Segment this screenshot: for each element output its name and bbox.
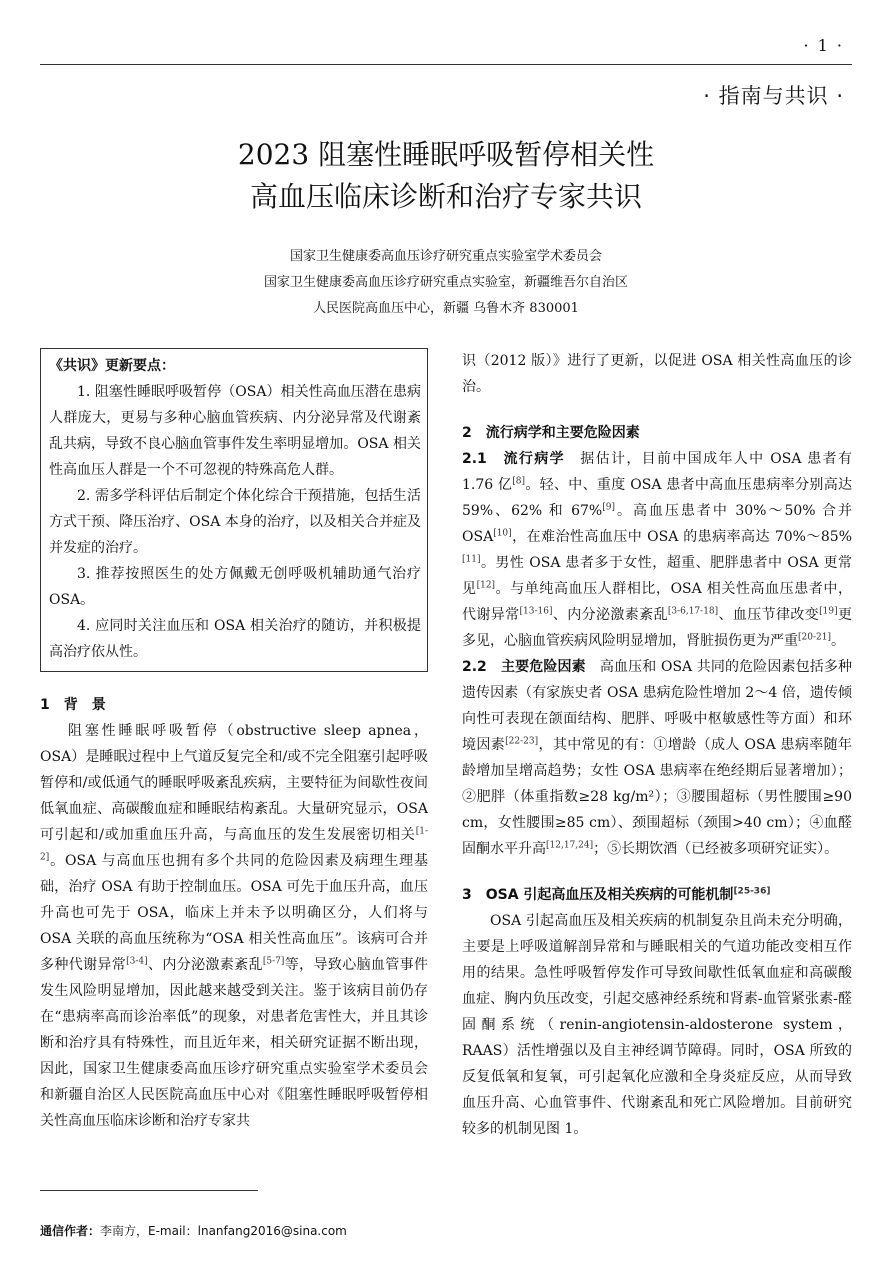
key-point-item: 4. 应同时关注血压和 OSA 相关治疗的随访，并积极提高治疗依从性。 bbox=[49, 618, 421, 660]
section-1-paragraph: 阻塞性睡眠呼吸暂停（obstructive sleep apnea，OSA）是睡眠过程中上气道反复完全和/或不完全阻塞引起呼吸暂停和/或低通气的睡眠呼吸紊乱疾病，主要特征为间歇性夜间低氧血症、高碳酸血症和睡眠结构紊乱。大量研究显示，OSA 可引起和/或加重血压升高，与高血压的发生发展密切相关[1-2]。OSA 与高血压也拥有多个共同的危险因素及病理生理基础，治疗 OSA 有助于控制血压。OSA 可先于血压升高，血压升高也可先于 OSA，临床上并未予以明确区分，人们将与 OSA 关联的高血压统称为“OSA 相关性高血压”。该病可合并多种代谢异常[3-4]、内分泌激素紊乱[5-7]等，导致心脑血管事件发生风险明显增加，因此越来越受到关注。鉴于该病目前仍存在“患病率高而诊治率低”的现象，对患者危害性大，并且其诊断和治疗具有特殊性，而且近年来，相关研究证据不断出现，因此，国家卫生健康委高血压诊疗研究重点实验室学术委员会和新疆自治区人民医院高血压中心对《阻塞性睡眠呼吸暂停相关性高血压临床诊断和治疗专家共 bbox=[40, 723, 429, 1129]
corresponding-author-footnote bbox=[40, 1222, 347, 1239]
author-line-3: 人民医院高血压中心，新疆 乌鲁木齐 830001 bbox=[313, 301, 579, 316]
citation: [10] bbox=[493, 528, 512, 539]
citation: [22-23] bbox=[505, 736, 539, 747]
footnote-label: 通信作者： bbox=[40, 1224, 101, 1238]
subsection-label: 2.1 流行病学 bbox=[462, 451, 565, 467]
section-2-heading: 2 流行病学和主要危险因素 bbox=[462, 425, 640, 441]
key-point-item: 3. 推荐按照医生的处方佩戴无创呼吸机辅助通气治疗 OSA。 bbox=[49, 566, 421, 608]
title-line-2: 高血压临床诊断和治疗专家共识 bbox=[249, 180, 642, 213]
footnote-rule bbox=[40, 1190, 258, 1191]
citation: [8] bbox=[512, 476, 526, 487]
continuation-text: 识（2012 版）》进行了更新，以促进 OSA 相关性高血压的诊治。 bbox=[462, 353, 852, 395]
citation: [12,17,24] bbox=[546, 840, 594, 851]
citation: [5-7] bbox=[262, 956, 285, 967]
key-points-box bbox=[40, 348, 428, 672]
citation: [9] bbox=[602, 502, 615, 513]
citation: [20-21] bbox=[798, 632, 831, 643]
section-1-heading: 1 背 景 bbox=[40, 697, 106, 713]
left-column bbox=[40, 348, 428, 1134]
citation: [12] bbox=[476, 580, 496, 591]
title-line-1: 2023 阻塞性睡眠呼吸暂停相关性 bbox=[237, 138, 655, 171]
section-2-2-paragraph: 2.2 主要危险因素 高血压和 OSA 共同的危险因素包括多种遗传因素（有家族史者 OSA 患病危险性增加 2～4 倍，遗传倾向性可表现在颌面结构、肥胖、呼吸中枢敏感性等方面）和环境因素[22-23]，其中常见的有：①增龄（成人 OSA 患病率随年龄增加呈增高趋势；女性 OSA 患病率在绝经期后显著增加）；②肥胖（体重指数≥28 kg/m²）；③腰围超标（男性腰围≥90 cm，女性腰围≥85 cm）、颈围超标（颈围>40 cm）；④血醛固酮水平升高[12,17,24]；⑤长期饮酒（已经被多项研究证实）。 bbox=[462, 659, 853, 857]
header-rule bbox=[40, 64, 852, 65]
section-3-paragraph: OSA 引起高血压及相关疾病的机制复杂且尚未充分明确，主要是上呼吸道解剖异常和与睡眠相关的气道功能改变相互作用的结果。急性呼吸暂停发作可导致间歇性低氧血症和高碳酸血症、胸内负压改变，引起交感神经系统和肾素-血管紧张素-醛固酮系统（renin-angiotensin-aldosterone system，RAAS）活性增强以及自主神经调节障碍。同时，OSA 所致的反复低氧和复氧，可引起氧化应激和全身炎症反应，从而导致血压升高、心血管事件、代谢紊乱和死亡风险增加。目前研究较多的机制见图 1。 bbox=[462, 913, 852, 1137]
section-2-1-paragraph: 2.1 流行病学 据估计，目前中国成年人中 OSA 患者有 1.76 亿[8]。轻、中、重度 OSA 患者中高血压患病率分别高达 59%、62% 和 67%[9]。高血压患者中 30%～50% 合并 OSA[10]，在难治性高血压中 OSA 的患病率高达 70%～85%[11]。男性 OSA 患者多于女性，超重、肥胖患者中 OSA 更常见[12]。与单纯高血压人群相比，OSA 相关性高血压患者中，代谢异常[13-16]、内分泌激素紊乱[3-6,17-18]、血压节律改变[19]更多见，心脑血管疾病风险明显增加，肾脏损伤更为严重[20-21]。 bbox=[462, 451, 853, 649]
author-line-1: 国家卫生健康委高血压诊疗研究重点实验室学术委员会 bbox=[289, 249, 602, 264]
key-point-item: 1. 阻塞性睡眠呼吸暂停（OSA）相关性高血压潜在患病人群庞大，更易与多种心脑血管疾病、内分泌异常及代谢紊乱共病，导致不良心脑血管事件发生率明显增加。OSA 相关性高血压人群是一个不可忽视的特殊高危人群。 bbox=[49, 384, 421, 478]
section-3-heading: 3 OSA 引起高血压及相关疾病的可能机制[25-36] bbox=[462, 886, 771, 903]
section-tag: · 指南与共识 · bbox=[703, 84, 844, 108]
author-affiliations bbox=[0, 244, 892, 322]
citation: [3-6,17-18] bbox=[667, 606, 719, 617]
key-points-title: 《共识》更新要点： bbox=[49, 358, 175, 374]
citation: [1-2] bbox=[40, 826, 428, 863]
citation: [13-16] bbox=[519, 606, 553, 617]
citation: [25-36] bbox=[733, 886, 771, 897]
key-point-item: 2. 需多学科评估后制定个体化综合干预措施，包括生活方式干预、降压治疗、OSA 本身的治疗，以及相关合并症及并发症的治疗。 bbox=[49, 488, 421, 556]
citation: [11] bbox=[462, 554, 481, 565]
paper-title bbox=[0, 134, 892, 218]
page-number: · 1 · bbox=[803, 36, 844, 55]
author-line-2: 国家卫生健康委高血压诊疗研究重点实验室，新疆维吾尔自治区 bbox=[263, 275, 628, 290]
footnote-text: 李南方，E-mail：lnanfang2016@sina.com bbox=[100, 1224, 347, 1238]
right-column bbox=[462, 348, 852, 1142]
citation: [3-4] bbox=[126, 956, 148, 967]
subsection-label: 2.2 主要危险因素 bbox=[462, 659, 586, 675]
citation: [19] bbox=[819, 606, 838, 617]
